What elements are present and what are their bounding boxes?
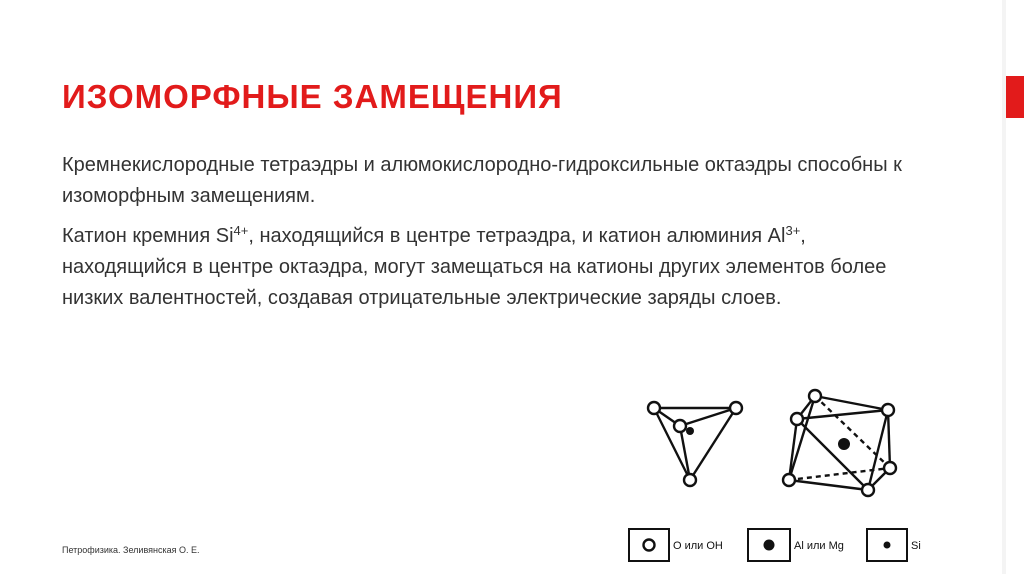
structure-diagram bbox=[624, 388, 1004, 574]
paragraph-1: Кремнекислородные тетраэдры и алюмокислородно-гидроксильные октаэдры способны к изоморфным замещениям. bbox=[62, 154, 902, 207]
legend-label-aluminium: Al или Mg bbox=[794, 540, 844, 552]
open-circle-icon bbox=[644, 540, 655, 551]
paragraph-2-part-1: Катион кремния Si bbox=[62, 225, 234, 247]
legend-item-oxygen bbox=[629, 529, 723, 561]
legend-item-aluminium bbox=[748, 529, 844, 561]
paragraph-2 bbox=[62, 221, 922, 314]
octahedron-figure bbox=[783, 390, 896, 496]
filled-circle-icon bbox=[764, 540, 775, 551]
tetrahedron-figure bbox=[648, 402, 742, 486]
al-charge: 3+ bbox=[785, 222, 801, 238]
legend-item-silicon bbox=[867, 529, 921, 561]
legend bbox=[629, 529, 921, 561]
legend-label-oxygen: О или OH bbox=[673, 540, 723, 552]
paragraph-2-part-2: , находящийся в центре тетраэдра, и катион алюминия Al bbox=[248, 225, 786, 247]
slide-body bbox=[62, 150, 922, 323]
paragraph-2-part-3: , находящийся в центре октаэдра, могут замещаться на катионы других элементов более низких валентностей, создавая отрицательные электрические заряды слоев. bbox=[62, 225, 887, 309]
accent-bar bbox=[1006, 76, 1024, 118]
legend-label-silicon: Si bbox=[911, 540, 921, 552]
si-charge: 4+ bbox=[233, 222, 249, 238]
footer-author: Петрофизика. Зеливянская О. Е. bbox=[62, 545, 200, 555]
slide-title: ИЗОМОРФНЫЕ ЗАМЕЩЕНИЯ bbox=[62, 78, 563, 115]
small-dot-icon bbox=[884, 542, 891, 549]
